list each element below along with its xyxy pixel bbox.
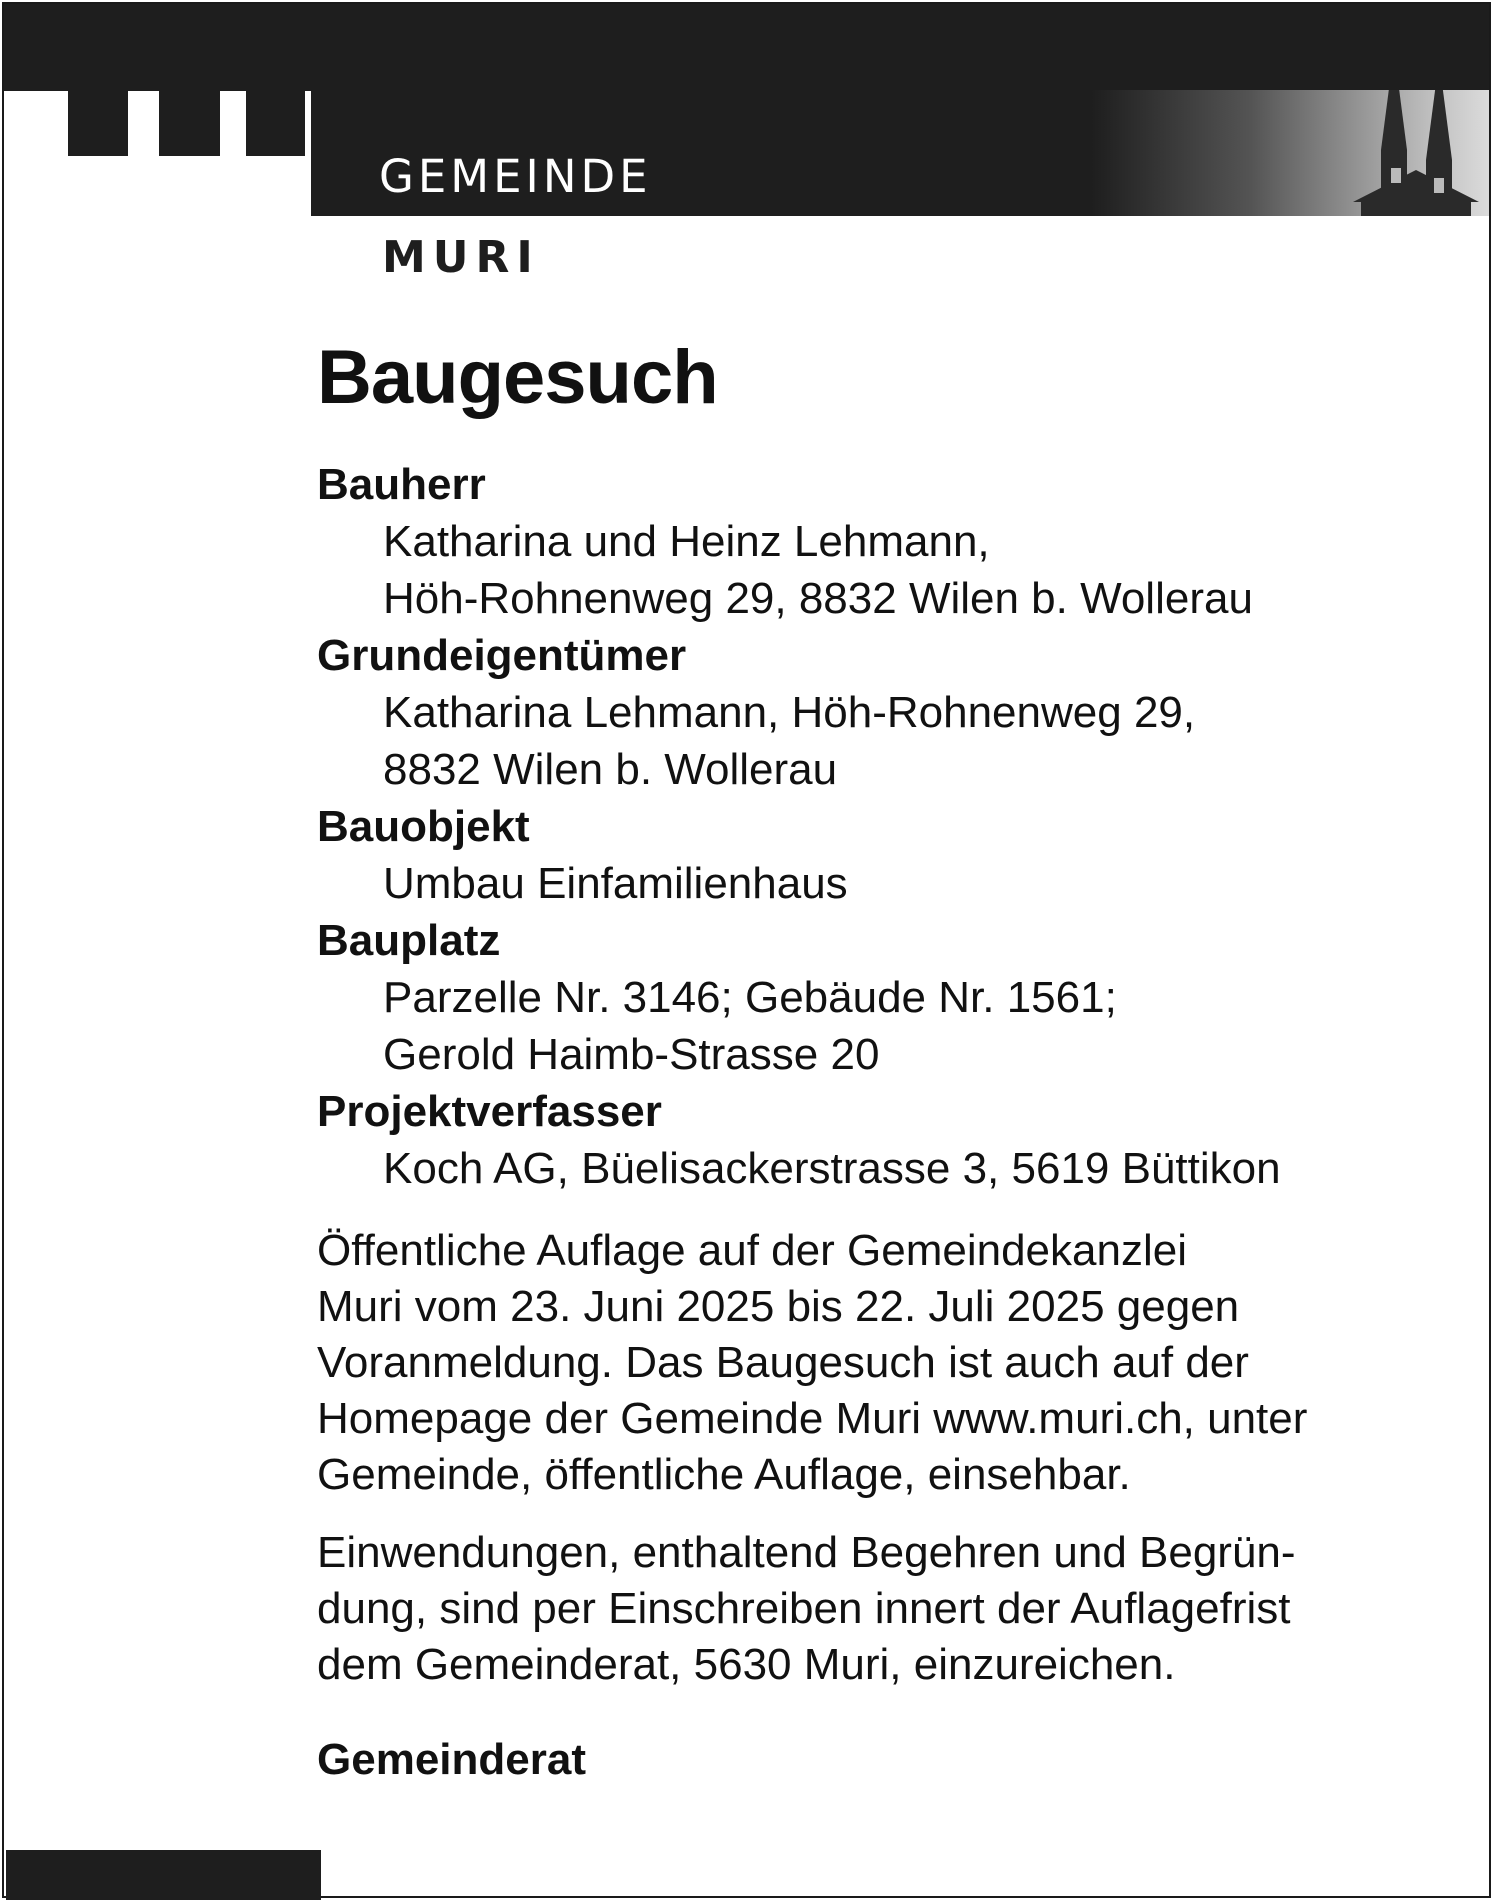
field-bauobjekt xyxy=(317,798,1457,912)
footer-bar xyxy=(6,1850,321,1900)
field-bauplatz xyxy=(317,912,1457,1083)
paragraph-line: Homepage der Gemeinde Muri www.muri.ch, unter xyxy=(317,1394,1308,1443)
field-label: Bauplatz xyxy=(317,916,501,965)
notice-body xyxy=(317,456,1457,1788)
field-label: Projektverfasser xyxy=(317,1087,662,1136)
field-value: Umbau Einfamilienhaus xyxy=(383,859,848,908)
field-value: Katharina und Heinz Lehmann, xyxy=(383,517,990,566)
merlon-2 xyxy=(159,90,220,156)
paragraph-line: Öffentliche Auflage auf der Gemeindekanzlei xyxy=(317,1226,1187,1275)
field-label: Bauherr xyxy=(317,460,486,509)
field-bauherr xyxy=(317,456,1457,627)
merlon-1 xyxy=(68,90,128,156)
einwendungen-paragraph xyxy=(317,1525,1457,1693)
field-value: Gerold Haimb-Strasse 20 xyxy=(383,1030,880,1079)
field-value: 8832 Wilen b. Wollerau xyxy=(383,745,838,794)
field-value: Katharina Lehmann, Höh-Rohnenweg 29, xyxy=(383,688,1196,737)
auflage-paragraph xyxy=(317,1223,1457,1503)
org-name-line1: GEMEINDE xyxy=(379,150,652,203)
field-value: Parzelle Nr. 3146; Gebäude Nr. 1561; xyxy=(383,973,1117,1022)
monastery-churches-photo xyxy=(1091,90,1489,216)
field-projektverfasser xyxy=(317,1083,1457,1197)
field-label: Bauobjekt xyxy=(317,802,530,851)
paragraph-line: Voranmeldung. Das Baugesuch ist auch auf der xyxy=(317,1338,1249,1387)
signature: Gemeinderat xyxy=(317,1735,586,1784)
paragraph-line: dung, sind per Einschreiben innert der Auflagefrist xyxy=(317,1584,1291,1633)
field-value: Höh-Rohnenweg 29, 8832 Wilen b. Wollerau xyxy=(383,574,1253,623)
paragraph-line: Gemeinde, öffentliche Auflage, einsehbar. xyxy=(317,1450,1131,1499)
notice-frame xyxy=(2,2,1491,1898)
merlon-3 xyxy=(246,90,305,156)
field-value: Koch AG, Büelisackerstrasse 3, 5619 Büttikon xyxy=(383,1144,1281,1193)
notice-title: Baugesuch xyxy=(317,335,718,420)
paragraph-line: Muri vom 23. Juni 2025 bis 22. Juli 2025 gegen xyxy=(317,1282,1240,1331)
field-grundeigentuemer xyxy=(317,627,1457,798)
header-banner xyxy=(4,4,1489,91)
field-label: Grundeigentümer xyxy=(317,631,687,680)
org-name-line2: MURI xyxy=(382,232,540,283)
paragraph-line: Einwendungen, enthaltend Begehren und Begrün- xyxy=(317,1528,1296,1577)
paragraph-line: dem Gemeinderat, 5630 Muri, einzureichen. xyxy=(317,1640,1176,1689)
